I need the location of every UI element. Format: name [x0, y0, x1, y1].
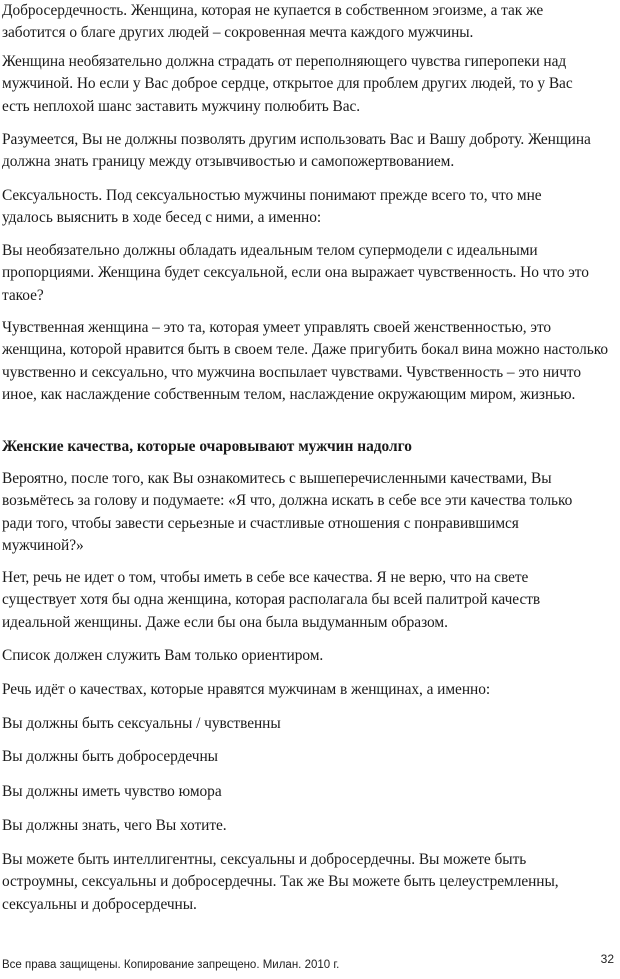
paragraph-kindness: Добросердечность. Женщина, которая не купается в собственном эгоизме, а так же заботится о благе других людей – сокровенная мечта каждого мужчины.	[2, 2, 544, 42]
paragraph-qualities-intro: Речь идёт о качествах, которые нравятся мужчинам в женщинах, а именно:	[2, 681, 491, 698]
paragraph-combinations: Вы можете быть интеллигентны, сексуальны и добросердечны. Вы можете быть остроумны, сексуальны и добросердечны. Так же Вы можете быть целеустремленны, сексуальны и добросердечны.	[2, 851, 559, 913]
list-item: Вы должны иметь чувство юмора	[2, 783, 222, 800]
paragraph-ideal-body: Вы необязательно должны обладать идеальным телом супермодели с идеальными пропорциями. Женщина будет сексуальной, если она выражает чувственность. Но что это такое?	[2, 242, 589, 304]
list-item: Вы должны быть добросердечны	[2, 748, 218, 765]
paragraph-sensual-woman: Чувственная женщина – это та, которая умеет управлять своей женственностью, это женщина, которой нравится быть в своем теле. Даже пригубить бокал вина можно настолько чувственно и сексуально, что мужчина воспылает чувствами. Чувственность – это ничто иное, как наслаждение собственным телом, наслаждение окружающим миром, жизнью.	[2, 319, 609, 404]
footer-copyright: Все права защищены. Копирование запрещено. Милан. 2010 г.	[2, 959, 340, 971]
list-item: Вы должны быть сексуальны / чувственны	[2, 715, 281, 732]
list-item: Вы должны знать, чего Вы хотите.	[2, 817, 227, 834]
page-number: 32	[600, 952, 614, 966]
paragraph-sexuality: Сексуальность. Под сексуальностью мужчины понимают прежде всего то, что мне удалось выяснить в ходе бесед с ними, а именно:	[2, 187, 542, 227]
paragraph-no-all-qualities: Нет, речь не идет о том, чтобы иметь в себе все качества. Я не верю, что на свете существует хотя бы одна женщина, которая располагала бы всей палитрой качеств идеальной женщины. Даже если бы она была выдуманным образом.	[2, 569, 541, 631]
paragraph-overprotection: Женщина необязательно должна страдать от переполняющего чувства гиперопеки над мужчиной. Но если у Вас доброе сердце, открытое для проблем других людей, то у Вас есть неплохой шанс заставить мужчину полюбить Вас.	[2, 53, 573, 115]
section-heading: Женские качества, которые очаровывают мужчин надолго	[2, 438, 412, 455]
paragraph-boundaries: Разумеется, Вы не должны позволять другим использовать Вас и Вашу доброту. Женщина должна знать границу между отзывчивостью и самопожертвованием.	[2, 131, 591, 171]
paragraph-list-orientation: Список должен служить Вам только ориентиром.	[2, 647, 324, 664]
paragraph-probably: Вероятно, после того, как Вы ознакомитесь с вышеперечисленными качествами, Вы возьмётесь за голову и подумаете: «Я что, должна искать в себе все эти качества только ради того, чтобы завести серьезные и счастливые отношения с понравившимся мужчиной?»	[2, 470, 573, 555]
